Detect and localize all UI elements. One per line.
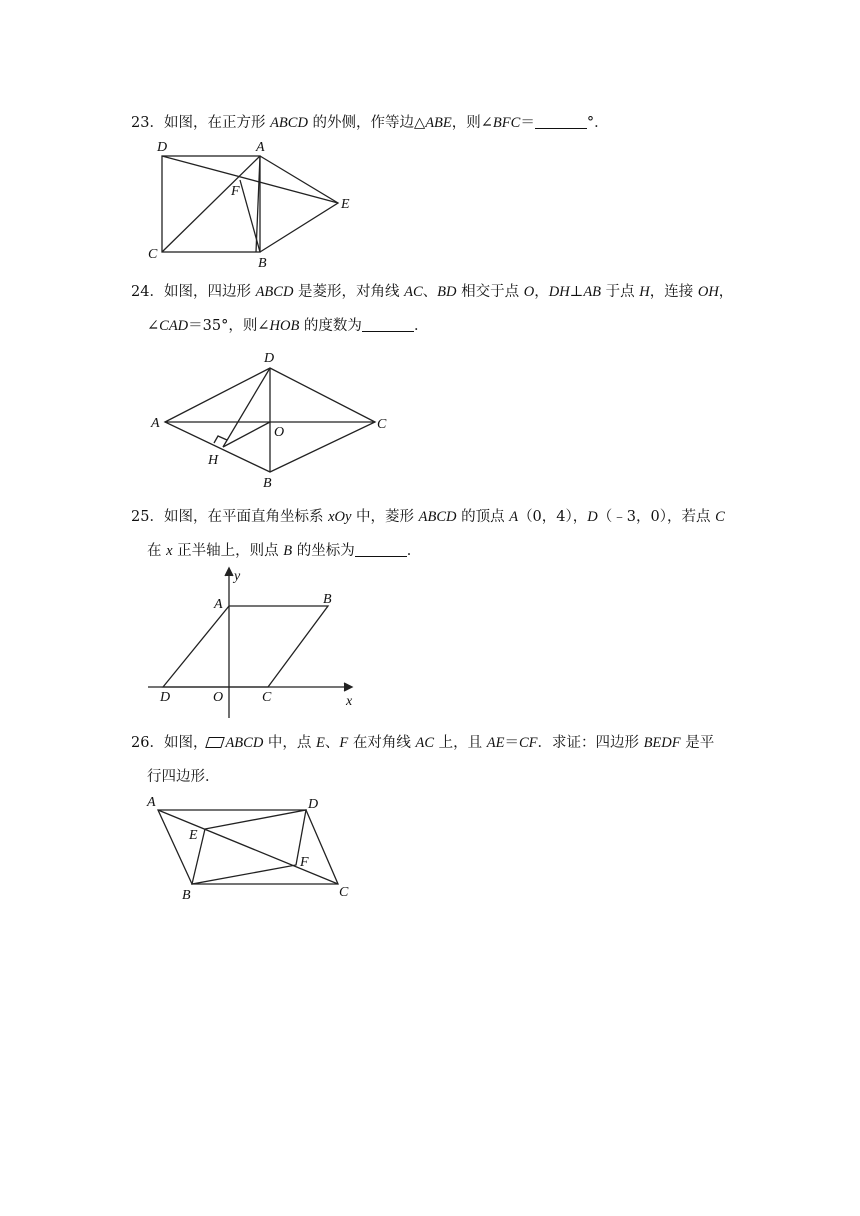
question-26-text-line1: 26．如图， ABCD 中，点 E、F 在对角线 AC 上，且 AE＝CF．求证：四边形 BEDF 是平 <box>131 735 715 751</box>
question-23-text: 23．如图，在正方形 ABCD 的外侧，作等边△ABE，则∠BFC＝ °． <box>131 115 609 131</box>
question-24-text-line2: ∠CAD＝35°，则∠HOB 的度数为 ． <box>147 318 429 334</box>
label-a: A <box>147 795 156 810</box>
label-f: F <box>231 184 240 199</box>
label-e: E <box>189 828 198 843</box>
label-a: A <box>151 416 160 431</box>
label-b: B <box>258 256 267 271</box>
label-d: D <box>157 140 168 155</box>
label-c: C <box>262 690 272 705</box>
label-a: A <box>214 597 223 612</box>
label-x: x <box>346 694 353 709</box>
label-d: D <box>264 351 275 366</box>
label-e: E <box>341 197 350 212</box>
question-25-text-line1: 25．如图，在平面直角坐标系 xOy 中，菱形 ABCD 的顶点 A（0，4），D（﹣3，0），若点 C <box>131 509 725 525</box>
label-o: O <box>274 425 285 440</box>
label-c: C <box>377 417 387 432</box>
question-26-text-line2: 行四边形． <box>147 769 220 785</box>
question-25-text-line2: 在 x 正半轴上，则点 B 的坐标为 ． <box>147 543 422 559</box>
label-h: H <box>208 453 219 468</box>
label-f: F <box>300 855 309 870</box>
label-o: O <box>213 690 224 705</box>
label-d: D <box>308 797 319 812</box>
label-d: D <box>160 690 171 705</box>
question-24-text-line1: 24．如图，四边形 ABCD 是菱形，对角线 AC、BD 相交于点 O，DH⊥AB 于点 H，连接 OH， <box>131 284 734 300</box>
label-b: B <box>323 592 332 607</box>
label-b: B <box>263 476 272 491</box>
label-c: C <box>148 247 158 262</box>
label-a: A <box>256 140 265 155</box>
label-b: B <box>182 888 191 903</box>
label-c: C <box>339 885 349 900</box>
label-y: y <box>234 569 241 584</box>
